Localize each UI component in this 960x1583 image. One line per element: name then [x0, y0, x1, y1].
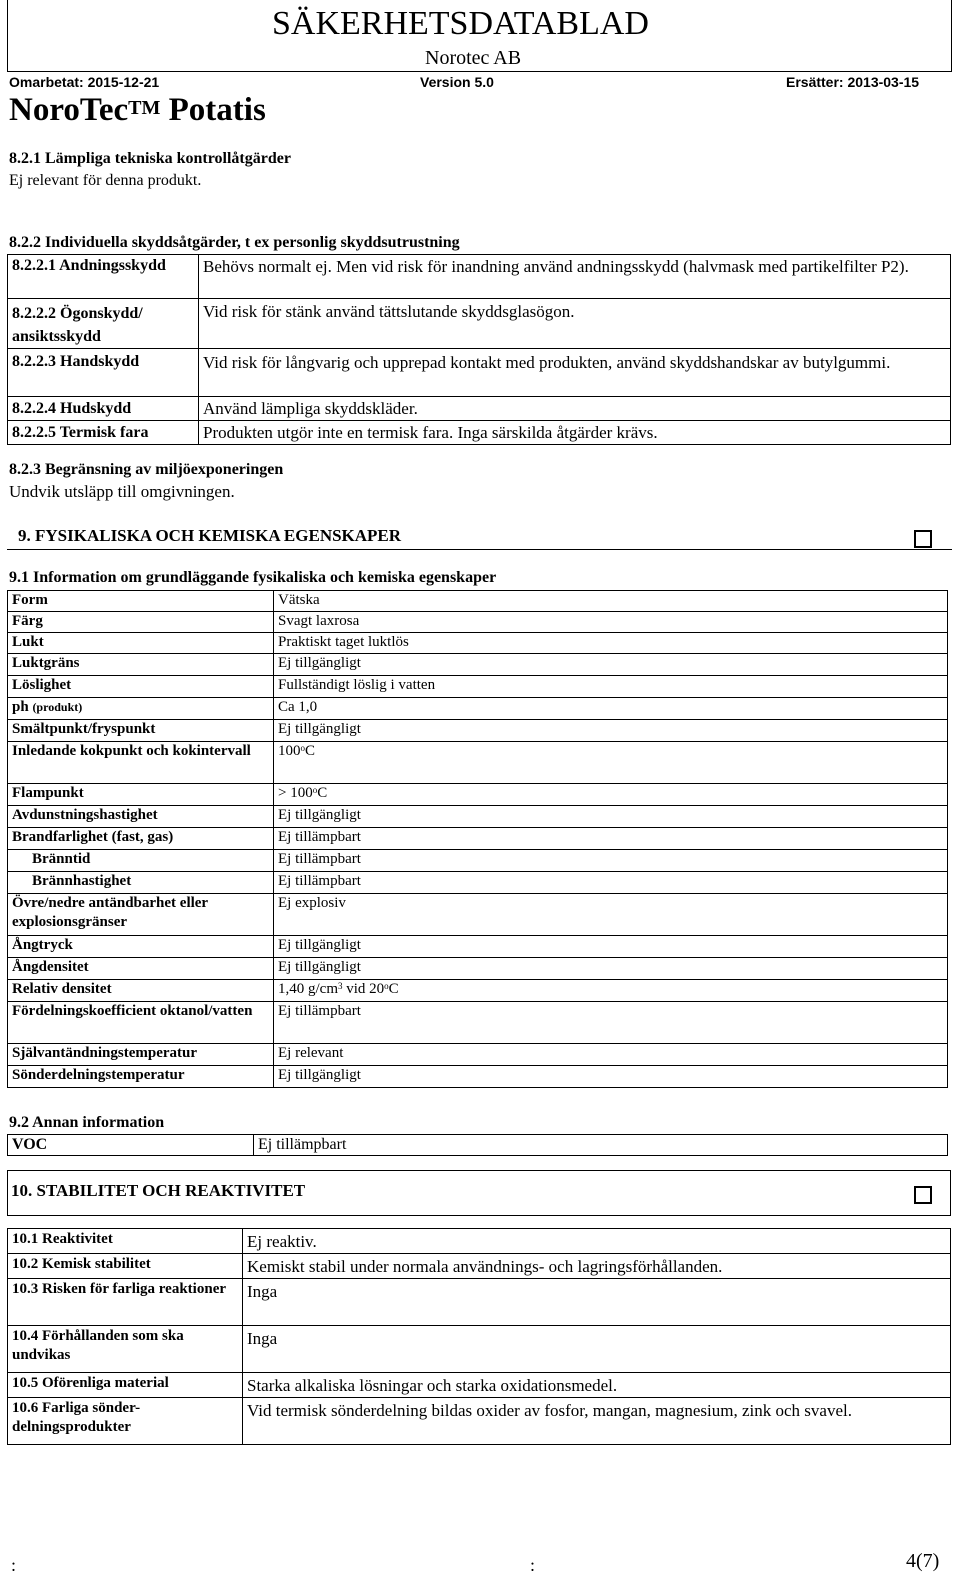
table-row	[8, 1066, 948, 1088]
s822-heading: 8.2.2 Individuella skyddsåtgärder, t ex personlig skyddsutrustning	[9, 234, 460, 251]
property-value-text: Vätska	[278, 592, 320, 608]
property-value	[274, 936, 948, 958]
property-value-text: Ej tillgängligt	[278, 937, 361, 953]
property-label-text: Inledande kokpunkt och kokintervall	[12, 743, 251, 759]
page-number: 4(7)	[906, 1550, 940, 1572]
property-label-text: Smältpunkt/fryspunkt	[12, 721, 156, 737]
property-label-text: Flampunkt	[12, 785, 84, 801]
protection-label: 8.2.2.1 Andningsskydd	[8, 255, 199, 299]
property-value-superscript: o	[312, 785, 318, 795]
property-label	[8, 676, 274, 698]
property-label-text: Lukt	[12, 634, 44, 650]
property-label-text: Bränntid	[32, 851, 91, 867]
stability-label: 10.2 Kemisk stabilitet	[8, 1254, 243, 1279]
property-value-text: Ej relevant	[278, 1045, 344, 1061]
property-value-superscript: 3	[338, 981, 343, 991]
property-label	[8, 654, 274, 676]
section9-rule	[7, 549, 952, 550]
stability-value: Starka alkaliska lösningar och starka oxidationsmedel.	[243, 1373, 951, 1398]
protection-value: Vid risk för stänk använd tättslutande skyddsglasögon.	[199, 299, 951, 349]
property-value	[274, 1002, 948, 1044]
stability-value: Inga	[243, 1279, 951, 1326]
protection-label: 8.2.2.5 Termisk fara	[8, 421, 199, 445]
property-value-text: Ca 1,0	[278, 699, 318, 715]
section9-title: 9. FYSIKALISKA OCH KEMISKA EGENSKAPER	[18, 526, 402, 545]
property-label-text: Relativ densitet	[12, 981, 112, 997]
table-row	[8, 742, 948, 784]
protection-value: Vid risk för långvarig och upprepad kontakt med produkten, använd skyddshandskar av butylgummi.	[199, 349, 951, 397]
property-label	[8, 894, 274, 936]
property-value	[274, 958, 948, 980]
property-label	[8, 742, 274, 784]
voc-table	[7, 1134, 948, 1156]
table-row	[8, 850, 948, 872]
table-row	[8, 1254, 951, 1279]
property-value-text: Svagt laxrosa	[278, 613, 360, 629]
table-row	[8, 654, 948, 676]
property-label	[8, 980, 274, 1002]
trademark-mark: TM	[128, 97, 161, 119]
table-row	[8, 1135, 948, 1156]
property-value-text: > 100	[278, 785, 313, 801]
property-value-text: Ej tillämpbart	[278, 1003, 361, 1019]
property-value	[274, 980, 948, 1002]
footer-colon-mid: :	[530, 1555, 536, 1575]
product-brand: NoroTec	[9, 92, 129, 128]
table-row	[8, 958, 948, 980]
property-label-text: Form	[12, 592, 48, 608]
s823-heading: 8.2.3 Begränsning av miljöexponeringen	[9, 461, 284, 478]
voc-value: Ej tillämpbart	[254, 1135, 948, 1156]
product-name	[9, 88, 266, 132]
protection-table	[7, 254, 951, 445]
section10-title: 10. STABILITET OCH REAKTIVITET	[11, 1181, 306, 1200]
property-label-text: Färg	[12, 613, 43, 629]
stability-label: 10.5 Oförenliga material	[8, 1373, 243, 1398]
table-row	[8, 872, 948, 894]
property-label-text: ph	[12, 699, 29, 715]
property-label-text: Övre/nedre antändbarhet eller explosionsgränser	[12, 895, 208, 930]
stability-label: 10.4 Förhållanden som ska undvikas	[8, 1326, 243, 1373]
property-label	[8, 1066, 274, 1088]
property-label	[8, 828, 274, 850]
property-value	[274, 654, 948, 676]
table-row	[8, 1398, 951, 1445]
property-value	[274, 1066, 948, 1088]
stability-label: 10.6 Farliga sönder-delningsprodukter	[8, 1398, 243, 1445]
table-row	[8, 421, 951, 445]
s821-text: Ej relevant för denna produkt.	[9, 172, 202, 189]
property-label	[8, 936, 274, 958]
table-row	[8, 828, 948, 850]
s821-heading: 8.2.1 Lämpliga tekniska kontrollåtgärder	[9, 150, 291, 167]
protection-value: Behövs normalt ej. Men vid risk för inandning använd andningsskydd (halvmask med partikelfilter P2).	[199, 255, 951, 299]
property-label-text: Brandfarlighet (fast, gas)	[12, 829, 174, 845]
properties-table	[7, 590, 948, 1088]
property-label	[8, 784, 274, 806]
header-divider	[7, 71, 952, 72]
property-value-text: Ej explosiv	[278, 895, 346, 911]
table-row	[8, 1373, 951, 1398]
property-value-superscript: o	[300, 743, 305, 753]
table-row	[8, 612, 948, 633]
table-row	[8, 676, 948, 698]
protection-label: 8.2.2.4 Hudskydd	[8, 397, 199, 421]
table-row	[8, 397, 951, 421]
table-row	[8, 936, 948, 958]
stability-label: 10.1 Reaktivitet	[8, 1229, 243, 1254]
page-frame-right	[951, 0, 952, 72]
property-value-text: Ej tillgängligt	[278, 721, 361, 737]
table-row	[8, 894, 948, 936]
replaces-date: Ersätter: 2013-03-15	[786, 74, 920, 90]
s823-text: Undvik utsläpp till omgivningen.	[9, 482, 235, 501]
property-value-text: Ej tillämpbart	[278, 829, 361, 845]
property-value	[274, 612, 948, 633]
stability-value: Kemiskt stabil under normala användnings- och lagringsförhållanden.	[243, 1254, 951, 1279]
property-label	[8, 612, 274, 633]
property-value-text: 100	[278, 743, 301, 759]
property-value-text: C	[388, 981, 399, 997]
property-value-text: Ej tillämpbart	[278, 851, 361, 867]
property-value-text: Fullständigt löslig i vatten	[278, 677, 436, 693]
property-value	[274, 828, 948, 850]
property-value	[274, 742, 948, 784]
property-label	[8, 872, 274, 894]
table-row	[8, 806, 948, 828]
property-value-text: C	[305, 743, 316, 759]
property-label-text: Sönderdelningstemperatur	[12, 1067, 185, 1083]
property-label	[8, 1002, 274, 1044]
property-value-text: C	[317, 785, 328, 801]
property-value	[274, 633, 948, 654]
property-value	[274, 850, 948, 872]
property-label-text: Ångdensitet	[12, 959, 89, 975]
property-label	[8, 958, 274, 980]
table-row	[8, 299, 951, 349]
property-value-text: 1,40 g/cm	[278, 981, 338, 997]
section9-sub1: 9.1 Information om grundläggande fysikaliska och kemiska egenskaper	[9, 569, 497, 586]
protection-label: 8.2.2.3 Handskydd	[8, 349, 199, 397]
table-row	[8, 720, 948, 742]
section9-sub2: 9.2 Annan information	[9, 1114, 165, 1131]
property-label-text: Luktgräns	[12, 655, 80, 671]
property-label-text: Ångtryck	[12, 937, 73, 953]
protection-value: Använd lämpliga skyddskläder.	[199, 397, 951, 421]
property-value	[274, 698, 948, 720]
section9-checkbox[interactable]	[914, 530, 932, 548]
property-value-text: Ej tillgängligt	[278, 1067, 361, 1083]
property-label-note: (produkt)	[32, 700, 83, 714]
property-value	[274, 872, 948, 894]
property-label-text: Fördelningskoefficient oktanol/vatten	[12, 1003, 253, 1019]
stability-value: Vid termisk sönderdelning bildas oxider av fosfor, mangan, magnesium, zink och svavel.	[243, 1398, 951, 1445]
property-label-text: Avdunstningshastighet	[12, 807, 158, 823]
property-label	[8, 591, 274, 612]
property-value-text: Ej tillgängligt	[278, 655, 361, 671]
table-row	[8, 1326, 951, 1373]
stability-value: Inga	[243, 1326, 951, 1373]
property-label	[8, 1044, 274, 1066]
protection-label: 8.2.2.2 Ögonskydd/ ansiktsskydd	[8, 299, 199, 349]
table-row	[8, 1279, 951, 1326]
table-row	[8, 980, 948, 1002]
footer-colon-left: :	[11, 1555, 17, 1575]
property-value	[274, 676, 948, 698]
property-value	[274, 784, 948, 806]
stability-table	[7, 1228, 951, 1445]
property-value-text: Praktiskt taget luktlös	[278, 634, 409, 650]
property-value	[274, 894, 948, 936]
property-value	[274, 720, 948, 742]
stability-label: 10.3 Risken för farliga reaktioner	[8, 1279, 243, 1326]
table-row	[8, 349, 951, 397]
property-value	[274, 591, 948, 612]
table-row	[8, 698, 948, 720]
property-label-text: Löslighet	[12, 677, 72, 693]
table-row	[8, 591, 948, 612]
property-value	[274, 1044, 948, 1066]
property-label-text: Självantändningstemperatur	[12, 1045, 198, 1061]
table-row	[8, 1044, 948, 1066]
property-label	[8, 720, 274, 742]
property-label	[8, 806, 274, 828]
stability-value: Ej reaktiv.	[243, 1229, 951, 1254]
property-label-text: Brännhastighet	[32, 873, 132, 889]
property-value-text: vid 20	[342, 981, 385, 997]
table-row	[8, 633, 948, 654]
stability-body	[8, 1229, 951, 1445]
protection-value: Produkten utgör inte en termisk fara. Inga särskilda åtgärder krävs.	[199, 421, 951, 445]
page-frame-left	[7, 0, 8, 72]
document-title: SÄKERHETSDATABLAD	[272, 5, 649, 42]
property-value-text: Ej tillgängligt	[278, 807, 361, 823]
voc-label: VOC	[8, 1135, 254, 1156]
revised-date: Omarbetat: 2015-12-21	[9, 74, 160, 90]
property-label	[8, 850, 274, 872]
table-row	[8, 784, 948, 806]
table-row	[8, 255, 951, 299]
section10-checkbox[interactable]	[914, 1186, 932, 1204]
table-row	[8, 1002, 948, 1044]
property-value-text: Ej tillgängligt	[278, 959, 361, 975]
company-name: Norotec AB	[425, 47, 522, 69]
property-label	[8, 698, 274, 720]
property-value-superscript: o	[384, 981, 389, 991]
version-label: Version 5.0	[420, 74, 494, 90]
property-value	[274, 806, 948, 828]
table-row	[8, 1229, 951, 1254]
product-word: Potatis	[168, 92, 266, 128]
property-value-text: Ej tillämpbart	[278, 873, 361, 889]
properties-body	[8, 591, 948, 1088]
property-label	[8, 633, 274, 654]
